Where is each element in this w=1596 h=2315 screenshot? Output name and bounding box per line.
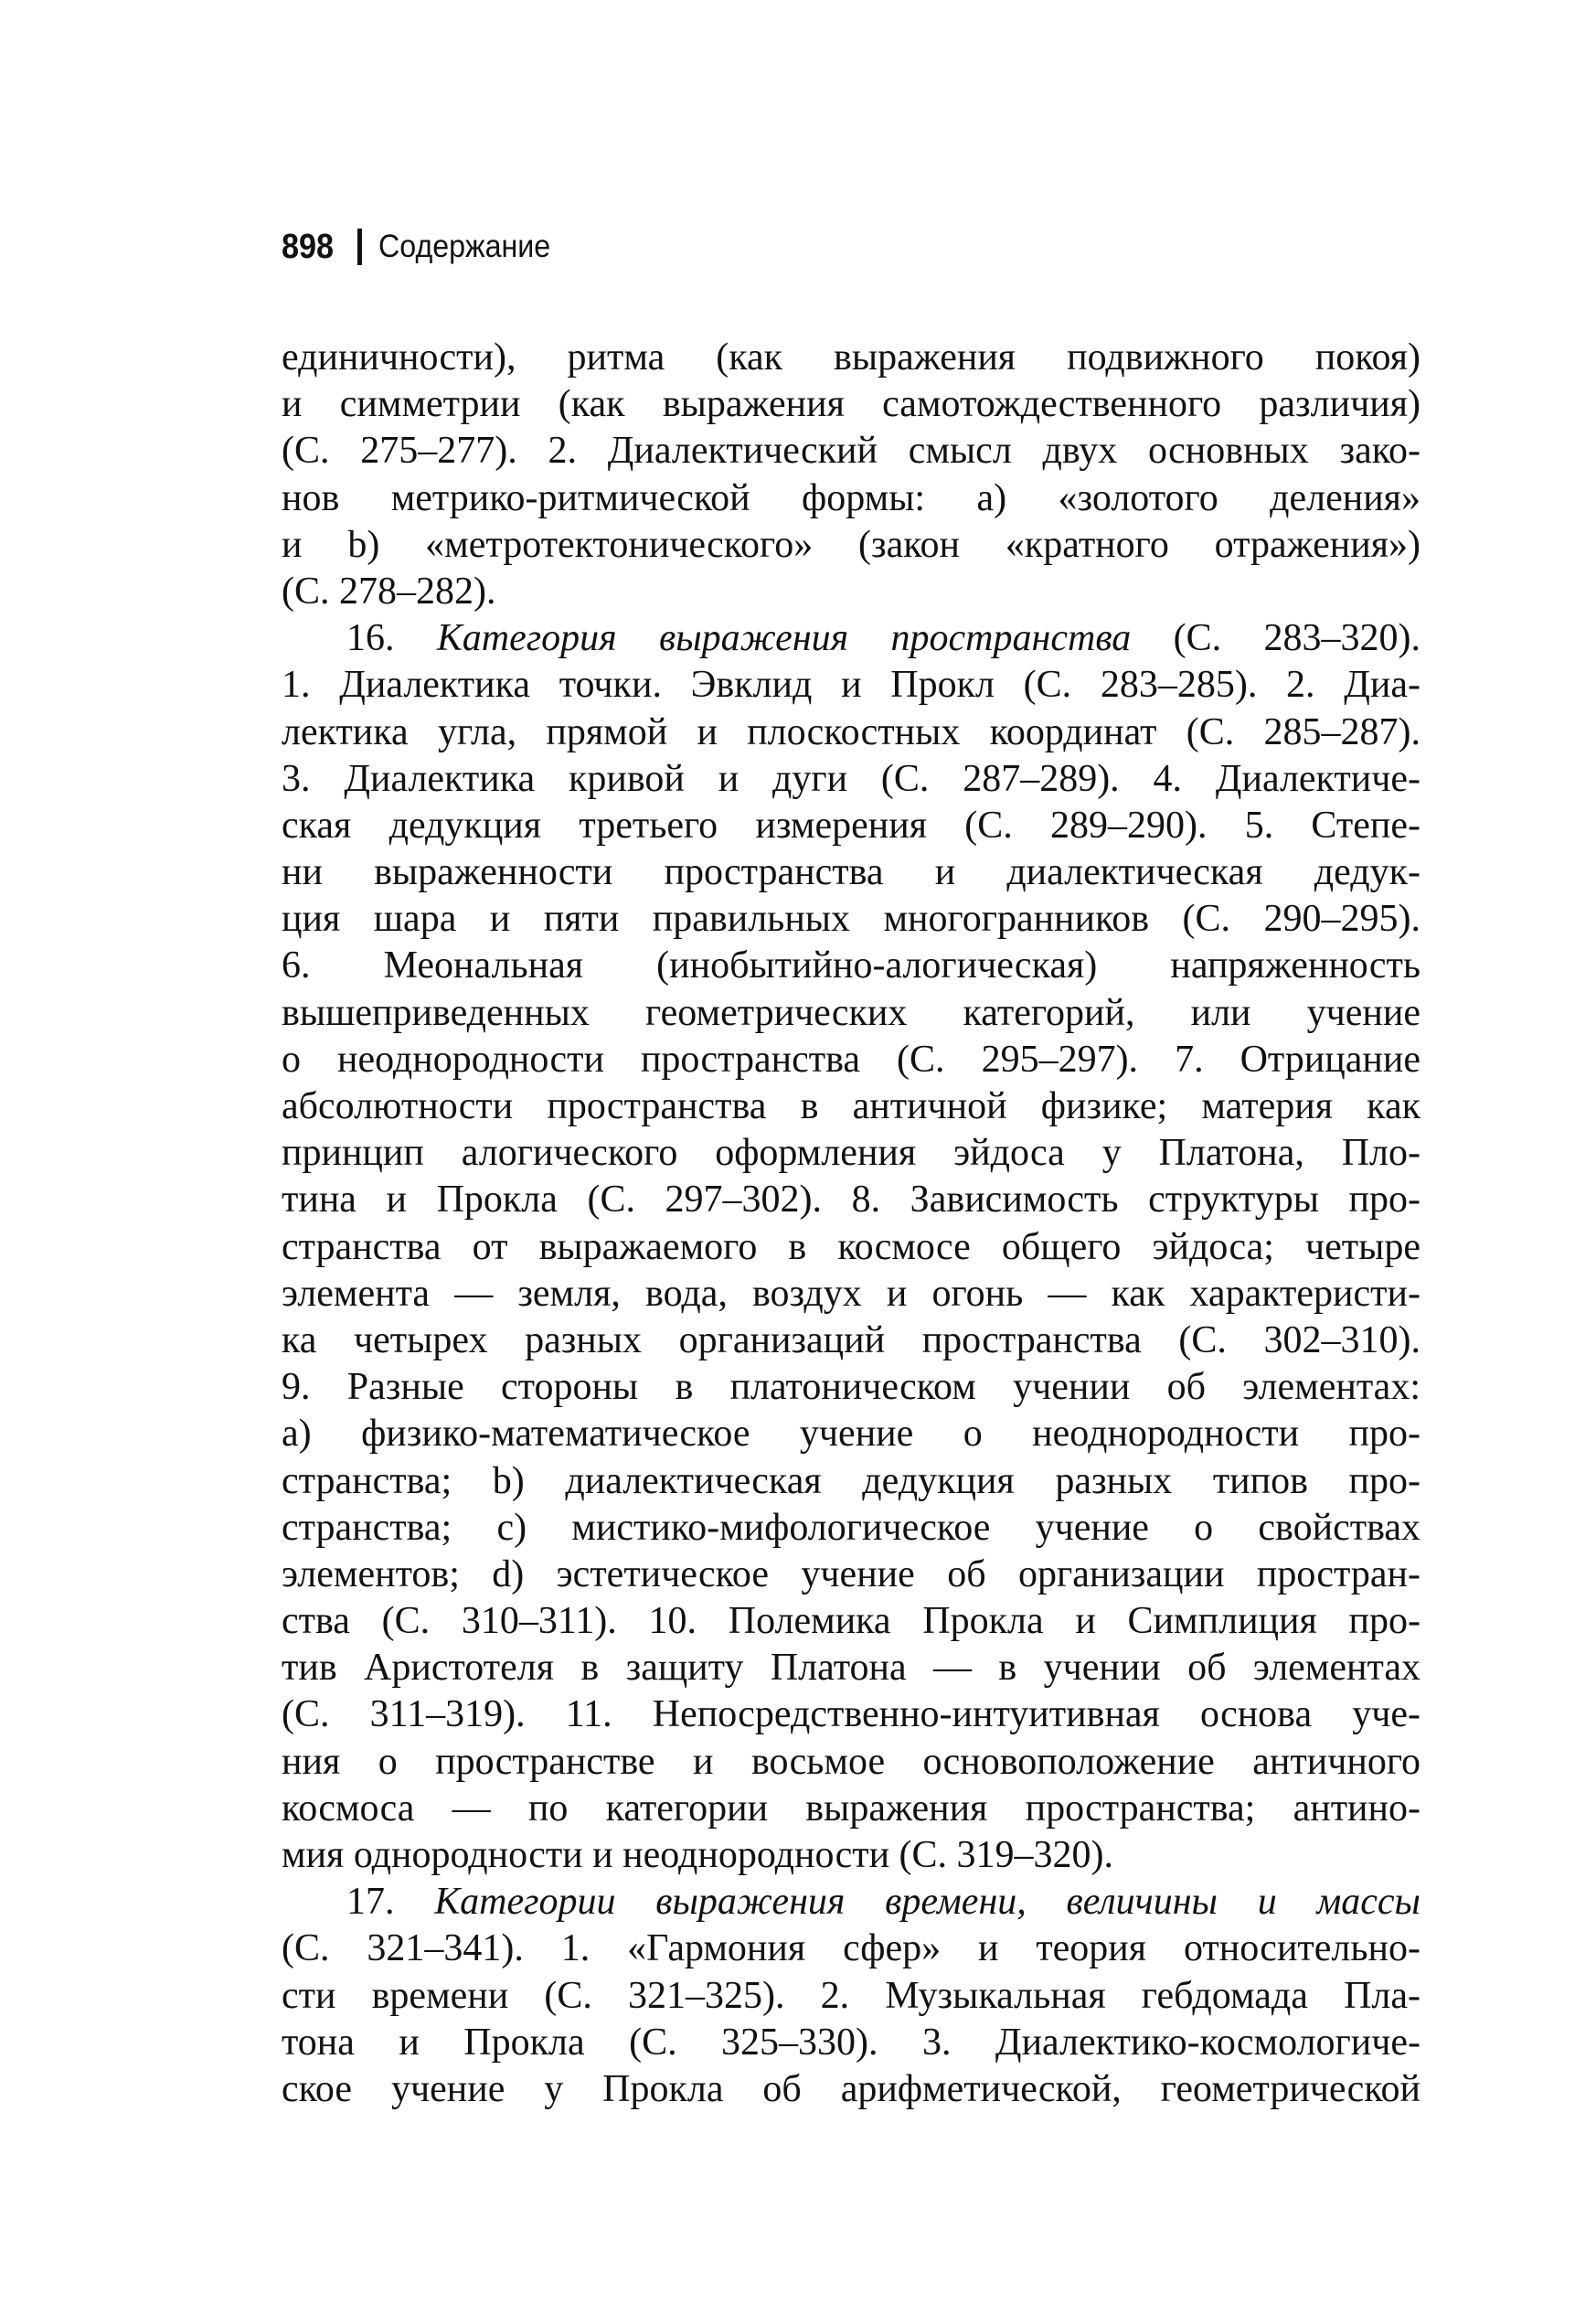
running-head [282, 223, 566, 271]
text-line: вышеприведенных геометрических категорий, или учение [282, 991, 1420, 1034]
text-line: ства (С. 310–311). 10. Полемика Прокла и Симплиция про- [282, 1600, 1420, 1643]
body-text [282, 335, 1420, 2113]
text-line [282, 615, 1420, 662]
text-line: абсолютности пространства в античной физике; материя как [282, 1085, 1420, 1127]
text-line: 6. Меональная (инобытийно-алогическая) напряженность [282, 944, 1420, 987]
text-line: единичности), ритма (как выражения подвижного покоя) [282, 336, 1420, 379]
page-range: (С. 283–320). [1131, 617, 1420, 660]
text-line: принцип алогического оформления эйдоса у Платона, Пло- [282, 1132, 1420, 1175]
text-line: и симметрии (как выражения самотождественного различия) [282, 383, 1420, 426]
text-line: (С. 278–282). [282, 570, 496, 613]
text-line: мия однородности и неоднородности (С. 319–320). [282, 1834, 1114, 1876]
text-line: странства от выражаемого в космосе общего эйдоса; четыре [282, 1225, 1420, 1268]
text-line: ция шара и пяти правильных многогранников (С. 290–295). [282, 898, 1420, 941]
text-line: и b) «метротектонического» (закон «кратного отражения») [282, 523, 1420, 566]
text-line: тина и Прокла (С. 297–302). 8. Зависимость структуры про- [282, 1179, 1420, 1222]
text-line: элементов; d) эстетическое учение об организации простран- [282, 1552, 1420, 1595]
text-line: элемента — земля, вода, воздух и огонь — как характеристи- [282, 1272, 1420, 1315]
text-line: 3. Диалектика кривой и дуги (С. 287–289). 4. Диалектиче- [282, 757, 1420, 800]
text-line: 1. Диалектика точки. Эвклид и Прокл (С. 283–285). 2. Диа- [282, 664, 1420, 707]
text-line: странства; c) мистико-мифологическое учение о свойствах [282, 1506, 1420, 1549]
text-line: космоса — по категории выражения пространства; антино- [282, 1787, 1420, 1830]
chapter-title: Категории выражения времени, величины и массы [434, 1881, 1420, 1924]
item-number: 17. [346, 1881, 435, 1924]
text-line: (С. 275–277). 2. Диалектический смысл двух основных зако- [282, 430, 1420, 473]
text-line: ское учение у Прокла об арифметической, геометрической [282, 2067, 1420, 2110]
text-line: о неоднородности пространства (С. 295–297). 7. Отрицание [282, 1038, 1420, 1081]
text-line: ни выраженности пространства и диалектическая дедук- [282, 851, 1420, 894]
header-divider [357, 229, 362, 265]
text-line: нов метрико-ритмической формы: a) «золотого деления» [282, 476, 1420, 519]
text-line: a) физико-математическое учение о неоднородности про- [282, 1413, 1420, 1456]
text-line: 9. Разные стороны в платоническом учении об элементах: [282, 1366, 1420, 1409]
text-line: странства; b) диалектическая дедукция разных типов про- [282, 1459, 1420, 1502]
text-line: ния о пространстве и восьмое основоположение античного [282, 1740, 1420, 1783]
text-line: сти времени (С. 321–325). 2. Музыкальная гебдомада Пла- [282, 1974, 1420, 2017]
text-line: тона и Прокла (С. 325–330). 3. Диалектико-космологиче- [282, 2021, 1420, 2064]
text-line: тив Аристотеля в защиту Платона — в учении об элементах [282, 1647, 1420, 1690]
text-line: (С. 311–319). 11. Непосредственно-интуитивная основа уче- [282, 1693, 1420, 1736]
text-line [282, 1879, 1420, 1926]
chapter-title: Категория выражения пространства [436, 617, 1132, 660]
section-title: Содержание [378, 229, 551, 264]
text-line: (С. 321–341). 1. «Гармония сфер» и теория относительно- [282, 1927, 1420, 1970]
text-line: ская дедукция третьего измерения (С. 289–290). 5. Степе- [282, 804, 1420, 847]
page-number: 898 [282, 227, 335, 266]
text-line: ка четырех разных организаций пространства (С. 302–310). [282, 1318, 1420, 1361]
text-line: лектика угла, прямой и плоскостных координат (С. 285–287). [282, 710, 1420, 753]
item-number: 16. [346, 617, 437, 660]
